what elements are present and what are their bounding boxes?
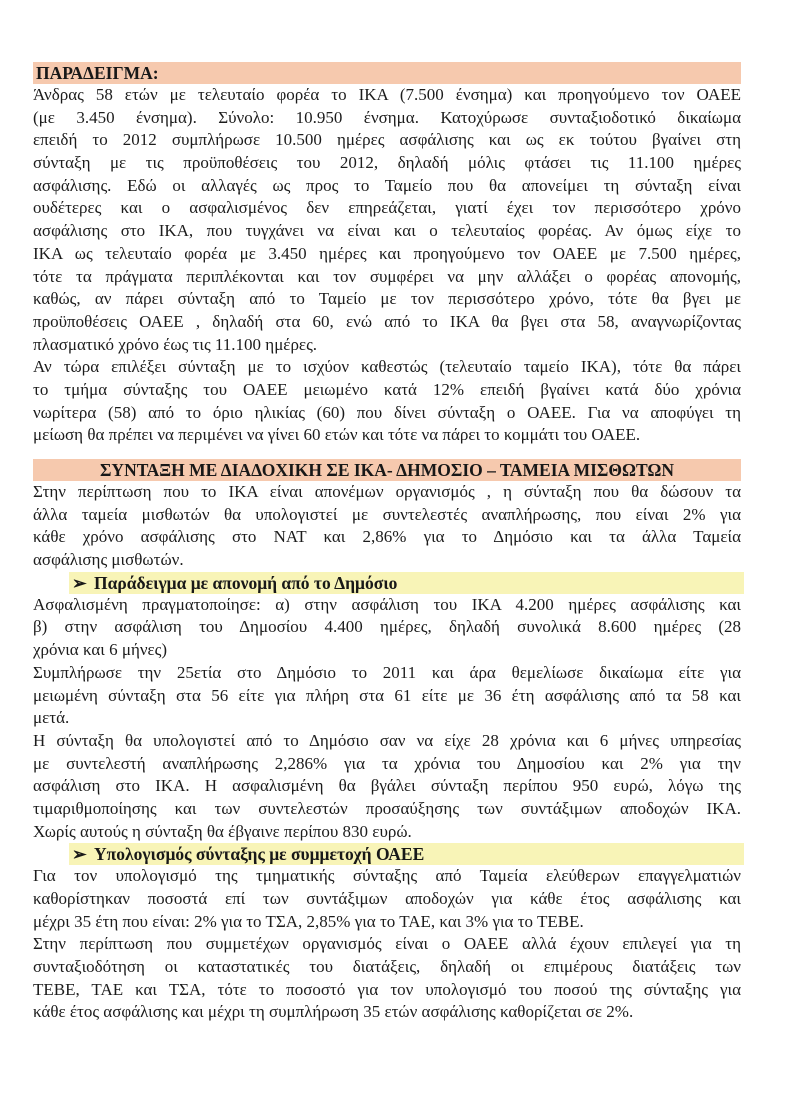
text-line: Στην περίπτωση που συμμετέχων οργανισμός είναι ο ΟΑΕΕ αλλά έχουν επιλεγεί για τη (33, 934, 741, 954)
public-example-title: Παράδειγμα με απονομή από το Δημόσιο (94, 572, 398, 593)
document-page (33, 62, 741, 1024)
public-example-body (33, 594, 741, 844)
text-line: Συμπλήρωσε την 25ετία στο Δημόσιο το 2011 και άρα θεμελίωσε δικαίωμα είτε για (33, 662, 741, 682)
text-line: πλασματικό χρόνο έως τις 11.100 ημέρες. (33, 334, 318, 354)
text-line: κάθε έτος ασφάλισης και μέχρι τη συμπλήρωση 35 ετών ασφάλισης καθορίζεται σε 2%. (33, 1002, 634, 1022)
text-line: ασφάλιση στο ΙΚΑ. Η ασφαλισμένη θα βγάλει σύνταξη περίπου 950 ευρώ, λόγω της (33, 776, 741, 796)
example-body (33, 84, 741, 447)
text-line: Χωρίς αυτούς η σύνταξη θα έβγαινε περίπου 830 ευρώ. (33, 821, 412, 841)
text-line: Αν τώρα επιλέξει σύνταξη με το ισχύον καθεστώς (τελευταίο ταμείο ΙΚΑ), τότε θα πάρει (33, 357, 741, 377)
text-line: ασφάλισης. Εδώ οι αλλαγές ως προς το Ταμείο που θα απονείμει τη σύνταξη είναι (33, 175, 741, 195)
text-line: ΤΕΒΕ, ΤΑΕ και ΤΣΑ, τότε το ποσοστό για τον υπολογισμό του ποσού της σύνταξης για (33, 979, 741, 999)
text-line: μείωση θα πρέπει να περιμένει να γίνει 60 ετών και τότε να πάρει το κομμάτι του ΟΑΕΕ. (33, 425, 641, 445)
public-example-heading (69, 572, 744, 594)
text-line: νωρίτερα (58) από το όριο ηλικίας (60) που δίνει σύνταξη ο ΟΑΕΕ. Για να αποφύγει τη (33, 402, 741, 422)
example-heading: ΠΑΡΑΔΕΙΓΜΑ: (33, 62, 741, 84)
text-line: Ασφαλισμένη πραγματοποίησε: α) στην ασφάλιση του ΙΚΑ 4.200 ημέρες ασφάλισης και (33, 594, 741, 614)
arrow-bullet-icon: ➢ (72, 844, 87, 865)
arrow-bullet-icon: ➢ (72, 572, 87, 593)
text-line: μειωμένη σύνταξη στα 56 είτε για πλήρη στα 61 είτε με 36 έτη ασφάλισης από τα 58 και (33, 685, 741, 705)
text-line: χρόνια και 6 μήνες) (33, 640, 168, 660)
text-line: μετά. (33, 708, 70, 728)
text-line: το τμήμα σύνταξης του ΟΑΕΕ μειωμένο κατά 12% επειδή βγαίνει κατά δύο χρόνια (33, 379, 741, 399)
succession-body (33, 481, 741, 572)
text-line: σύνταξη με τις προϋποθέσεις του 2012, δηλαδή μόλις φτάσει τις 11.100 ημέρες (33, 153, 741, 173)
oaee-calc-heading (69, 843, 744, 865)
text-line: καθορίστηκαν ποσοστά επί των συντάξιμων αποδοχών για κάθε έτος ασφάλισης και (33, 889, 741, 908)
text-line: κάθε χρόνο ασφάλισης στο ΝΑΤ και 2,86% για το Δημόσιο και τα άλλα Ταμεία (33, 527, 741, 547)
succession-heading: ΣΥΝΤΑΞΗ ΜΕ ΔΙΑΔΟΧΙΚΗ ΣΕ ΙΚΑ- ΔΗΜΟΣΙΟ – ΤΑΜΕΙΑ ΜΙΣΘΩΤΩΝ (33, 459, 741, 481)
oaee-calc-title: Υπολογισμός σύνταξης με συμμετοχή ΟΑΕΕ (94, 844, 425, 865)
text-line: άλλα ταμεία μισθωτών θα υπολογιστεί με συντελεστές αναπλήρωσης, που είναι 2% για (33, 504, 741, 524)
text-line: ΙΚΑ ως τελευταίο φορέα με 3.450 ημέρες και προηγούμενο τον ΟΑΕΕ με 7.500 ημέρες, (33, 243, 741, 263)
text-line: Στην περίπτωση που το ΙΚΑ είναι απονέμων οργανισμός , η σύνταξη που θα δώσουν τα (33, 482, 741, 501)
text-line: καθώς, αν πάρει σύνταξη από το Ταμείο με τον περισσότερο χρόνο, τότε θα βγει με (33, 289, 741, 309)
oaee-calc-body (33, 865, 741, 1024)
text-line: β) στην ασφάλιση του Δημοσίου 4.400 ημέρες, δηλαδή συνολικά 8.600 ημέρες (28 (33, 617, 741, 637)
text-line: με συντελεστή αναπλήρωσης 2,286% για τα χρόνια του Δημοσίου και 2% για την (33, 753, 741, 773)
text-line: μέχρι 35 έτη που είναι: 2% για το ΤΣΑ, 2,85% για το ΤΑΕ, και 3% για το ΤΕΒΕ. (33, 911, 584, 931)
text-line: ουδέτερες και ο ασφαλισμένος δεν επηρεάζεται, γιατί έχει τον περισσότερο χρόνο (33, 198, 741, 218)
text-line: τότε τα πράγματα περιπλέκονται και τον συμφέρει να μην αλλάξει ο φορέας απονομής, (33, 266, 741, 286)
text-line: επειδή το 2012 συμπλήρωσε 10.500 ημέρες ασφάλισης και ως εκ τούτου βγαίνει στη (33, 130, 741, 150)
text-line: (με 3.450 ένσημα). Σύνολο: 10.950 ένσημα. Κατοχύρωσε συνταξιοδοτικό δικαίωμα (33, 107, 741, 127)
text-line: Για τον υπολογισμό της τμηματικής σύνταξης από Ταμεία ελεύθερων επαγγελματιών (33, 866, 741, 886)
text-line: Η σύνταξη θα υπολογιστεί από το Δημόσιο σαν να είχε 28 χρόνια και 6 μήνες υπηρεσίας (33, 730, 741, 750)
text-line: προϋποθέσεις ΟΑΕΕ , δηλαδή στα 60, ενώ από το ΙΚΑ θα βγει στα 58, αναγνωρίζοντας (33, 311, 741, 331)
text-line: Άνδρας 58 ετών με τελευταίο φορέα το ΙΚΑ (7.500 ένσημα) και προηγούμενο τον ΟΑΕΕ (33, 85, 741, 104)
text-line: τιμαριθμοποίησης και των συντελεστών προσαύξησης των συντάξιμων αποδοχών ΙΚΑ. (33, 798, 741, 818)
text-line: ασφάλισης στο ΙΚΑ, που τυγχάνει να είναι και ο τελευταίος φορέας. Αν όμως είχε το (33, 221, 741, 241)
text-line: συνταξιοδότηση οι καταστατικές του διατάξεις, δηλαδή οι επιμέρους διατάξεις των (33, 957, 741, 977)
text-line: ασφάλισης μισθωτών. (33, 550, 184, 570)
